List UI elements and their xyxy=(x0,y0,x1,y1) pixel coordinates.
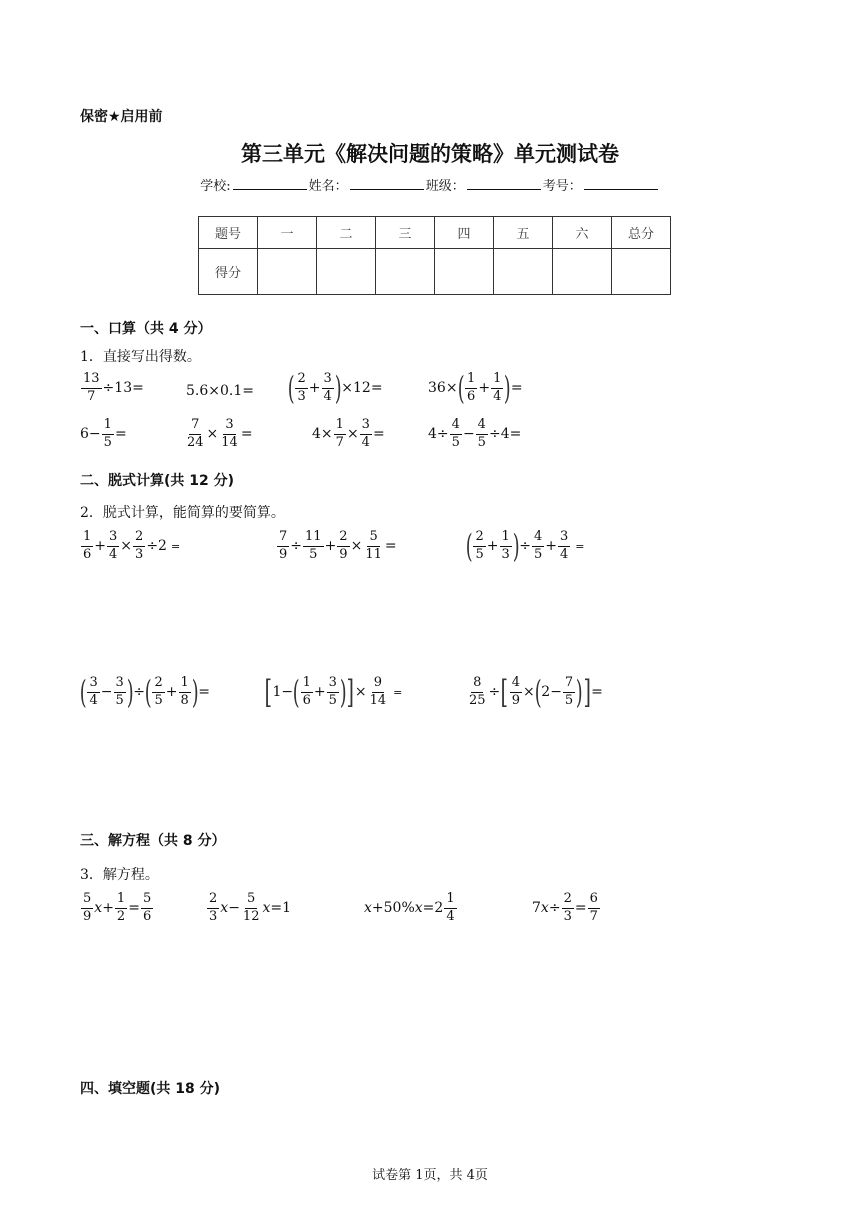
math-symbol: 36 xyxy=(428,380,446,397)
math-symbol: = xyxy=(132,380,144,397)
denominator: 7 xyxy=(87,388,96,404)
numerator: 2 xyxy=(133,530,145,547)
math-symbol: + xyxy=(486,538,499,555)
numerator: 1 xyxy=(465,372,477,389)
math-symbol: = xyxy=(114,426,127,443)
fraction xyxy=(360,418,372,451)
math-symbol: = xyxy=(270,900,283,917)
denominator: 5 xyxy=(154,692,163,708)
math-symbol: x xyxy=(364,900,372,917)
numerator: 11 xyxy=(303,530,324,547)
math-symbol: 1 xyxy=(272,684,282,701)
math-symbol: × xyxy=(445,380,458,397)
fraction xyxy=(510,676,522,709)
score-header-cell: 四 xyxy=(435,217,494,249)
math-symbol: − xyxy=(550,684,562,701)
fraction xyxy=(133,530,145,563)
numerator: 6 xyxy=(588,892,600,909)
numerator: 4 xyxy=(476,418,488,435)
expr-2-5 xyxy=(264,673,403,712)
expr-1-4 xyxy=(428,369,523,408)
math-symbol: ÷ xyxy=(519,538,531,555)
numerator: 2 xyxy=(207,892,219,909)
math-symbol: = xyxy=(575,539,585,553)
math-symbol: 4 xyxy=(312,426,321,443)
math-symbol: 1 xyxy=(282,900,292,917)
math-symbol: + xyxy=(478,380,491,397)
numerator: 3 xyxy=(114,676,126,693)
expr-2-3 xyxy=(465,527,585,566)
denominator: 14 xyxy=(369,692,387,708)
math-symbol: − xyxy=(281,684,294,701)
math-symbol: + xyxy=(313,684,326,701)
denominator: 7 xyxy=(589,908,598,924)
math-symbol: = xyxy=(372,426,385,443)
numerator: 2 xyxy=(337,530,349,547)
score-header-cell: 题号 xyxy=(199,217,258,249)
parenthesis: ( xyxy=(465,527,473,566)
fraction xyxy=(500,530,512,563)
denominator: 5 xyxy=(451,434,460,450)
fraction xyxy=(588,892,600,925)
equation-3-1 xyxy=(80,892,154,925)
math-symbol: − xyxy=(88,426,101,443)
fraction xyxy=(241,892,262,925)
denominator: 6 xyxy=(467,388,476,404)
fraction xyxy=(467,676,488,709)
denominator: 3 xyxy=(563,908,572,924)
math-symbol: = xyxy=(128,900,140,917)
denominator: 9 xyxy=(511,692,521,708)
score-row-label: 得分 xyxy=(199,249,258,295)
math-symbol: = xyxy=(242,383,254,399)
expr-2-6 xyxy=(466,673,603,712)
math-symbol: × xyxy=(523,684,535,701)
numerator: 8 xyxy=(471,676,483,693)
math-symbol: x xyxy=(94,900,103,917)
school-blank xyxy=(233,177,307,190)
score-cell[interactable] xyxy=(494,249,553,295)
math-symbol: = xyxy=(393,685,403,699)
math-symbol: 50% xyxy=(383,900,415,917)
fraction xyxy=(115,892,127,925)
parenthesis: ( xyxy=(287,369,295,408)
numerator: 1 xyxy=(500,530,512,547)
numerator: 3 xyxy=(322,372,334,389)
numerator: 7 xyxy=(563,676,575,693)
denominator: 4 xyxy=(361,434,370,450)
math-symbol: 7 xyxy=(532,900,541,917)
denominator: 14 xyxy=(221,434,238,450)
numerator: 7 xyxy=(189,418,201,435)
denominator: 5 xyxy=(103,434,112,450)
numerator: 5 xyxy=(245,892,257,909)
expr-1-2 xyxy=(186,384,254,398)
math-symbol: = xyxy=(384,538,397,555)
bracket: [ xyxy=(500,673,509,712)
denominator: 25 xyxy=(469,692,486,708)
math-symbol: x xyxy=(540,900,549,917)
math-symbol: ÷ xyxy=(146,538,159,555)
math-symbol: − xyxy=(100,684,113,701)
math-symbol: = xyxy=(422,900,435,917)
expr-1-7 xyxy=(312,418,385,451)
fraction xyxy=(322,372,334,405)
fraction xyxy=(444,892,456,925)
denominator: 4 xyxy=(323,388,332,404)
fraction xyxy=(114,676,126,709)
math-symbol: × xyxy=(346,426,359,443)
fraction xyxy=(295,372,307,405)
numerator: 1 xyxy=(334,418,346,435)
score-cell[interactable] xyxy=(376,249,435,295)
math-symbol: + xyxy=(165,684,178,701)
numerator: 3 xyxy=(558,530,570,547)
fraction xyxy=(81,892,93,925)
expr-1-5 xyxy=(80,418,127,451)
math-symbol: = xyxy=(574,900,587,917)
numerator: 3 xyxy=(107,530,119,547)
numerator: 4 xyxy=(510,676,522,693)
math-symbol: + xyxy=(371,900,384,917)
score-header-cell: 总分 xyxy=(612,217,671,249)
school-label: 学校: xyxy=(200,179,231,194)
section-4-heading: 四、填空题(共 18 分) xyxy=(80,1081,221,1097)
bracket: [ xyxy=(264,673,272,712)
expr-1-6 xyxy=(184,418,253,451)
question-2-prompt: 2．脱式计算，能简算的要简算。 xyxy=(80,505,285,521)
denominator: 5 xyxy=(564,692,574,708)
fraction xyxy=(141,892,153,925)
denominator: 5 xyxy=(477,434,486,450)
math-symbol: − xyxy=(462,426,475,443)
numerator: 7 xyxy=(277,530,289,547)
fraction xyxy=(219,418,240,451)
math-symbol: 2 xyxy=(541,684,551,701)
numerator: 1 xyxy=(179,676,191,693)
fraction xyxy=(465,372,477,405)
fraction xyxy=(363,530,384,563)
denominator: 5 xyxy=(309,546,318,562)
math-symbol: ÷ xyxy=(488,684,501,701)
denominator: 5 xyxy=(328,692,337,708)
math-symbol: ÷ xyxy=(102,380,115,397)
page-footer: 试卷第 1页，共 4页 xyxy=(372,1168,488,1183)
expr-1-3 xyxy=(287,369,383,408)
numerator: 3 xyxy=(327,676,339,693)
math-symbol: 2 xyxy=(158,538,167,555)
numerator: 1 xyxy=(115,892,127,909)
bracket: ] xyxy=(583,673,591,712)
class-blank xyxy=(467,177,541,190)
denominator: 8 xyxy=(180,692,189,708)
numerator: 2 xyxy=(562,892,574,909)
math-symbol: × xyxy=(341,380,353,397)
math-symbol: 13 xyxy=(114,380,133,397)
score-header-cell: 六 xyxy=(553,217,612,249)
math-symbol: 4 xyxy=(500,426,510,443)
score-table-score-row xyxy=(199,249,671,295)
math-symbol: + xyxy=(94,538,107,555)
math-symbol: + xyxy=(324,538,337,555)
denominator: 4 xyxy=(560,546,569,562)
denominator: 7 xyxy=(335,434,344,450)
parenthesis: ) xyxy=(191,673,199,712)
fraction xyxy=(179,676,191,709)
fraction xyxy=(558,530,570,563)
denominator: 6 xyxy=(302,692,311,708)
math-symbol: × xyxy=(208,383,220,399)
parenthesis: ) xyxy=(504,369,512,408)
math-symbol: × xyxy=(206,426,219,443)
math-symbol: + xyxy=(545,538,558,555)
math-symbol: × xyxy=(350,538,363,555)
section-2-heading: 二、脱式计算(共 12 分) xyxy=(80,473,235,489)
fraction xyxy=(368,676,389,709)
math-symbol: × xyxy=(320,426,333,443)
fraction xyxy=(81,372,102,405)
numerator: 2 xyxy=(295,372,307,389)
denominator: 2 xyxy=(116,908,126,924)
question-1-prompt: 1．直接写出得数。 xyxy=(80,349,201,365)
fraction xyxy=(185,418,206,451)
math-symbol: 4 xyxy=(428,426,437,443)
parenthesis: ) xyxy=(512,527,520,566)
score-header-cell: 二 xyxy=(317,217,376,249)
parenthesis: ( xyxy=(144,673,152,712)
math-symbol: × xyxy=(354,684,367,701)
math-symbol: x xyxy=(262,900,271,917)
exam-no-label: 考号： xyxy=(542,179,582,194)
denominator: 4 xyxy=(493,388,502,404)
score-table xyxy=(198,216,671,295)
denominator: 9 xyxy=(279,546,288,562)
denominator: 11 xyxy=(365,546,382,562)
math-symbol: × xyxy=(120,538,133,555)
math-symbol: ÷ xyxy=(290,538,303,555)
question-3-prompt: 3．解方程。 xyxy=(80,867,159,883)
expr-1-8 xyxy=(428,418,521,451)
numerator: 3 xyxy=(360,418,372,435)
fraction xyxy=(301,676,313,709)
bracket: ] xyxy=(346,673,355,712)
fraction xyxy=(491,372,503,405)
math-symbol: ÷ xyxy=(436,426,449,443)
equation-3-4 xyxy=(532,892,601,925)
numerator: 3 xyxy=(223,418,235,435)
parenthesis: ( xyxy=(457,369,465,408)
fraction xyxy=(303,530,324,563)
numerator: 1 xyxy=(102,418,114,435)
numerator: 5 xyxy=(141,892,153,909)
equation-3-3 xyxy=(364,892,458,925)
expr-2-2 xyxy=(276,530,397,563)
denominator: 3 xyxy=(297,388,306,404)
denominator: 5 xyxy=(534,546,543,562)
math-symbol: = xyxy=(240,426,253,443)
parenthesis: ) xyxy=(339,673,347,712)
denominator: 3 xyxy=(209,908,218,924)
numerator: 5 xyxy=(81,892,93,909)
numerator: 4 xyxy=(532,530,544,547)
fraction xyxy=(152,676,164,709)
parenthesis: ) xyxy=(126,673,134,712)
fraction xyxy=(563,676,575,709)
numerator: 1 xyxy=(444,892,456,909)
math-symbol: 2 xyxy=(434,900,444,917)
numerator: 1 xyxy=(301,676,313,693)
score-header-cell: 三 xyxy=(376,217,435,249)
student-info-line xyxy=(0,175,860,194)
parenthesis: ( xyxy=(534,673,542,712)
math-symbol: x xyxy=(220,900,229,917)
math-symbol: 0.1 xyxy=(220,383,243,399)
denominator: 12 xyxy=(242,908,260,924)
math-symbol: = xyxy=(510,380,523,397)
math-symbol: = xyxy=(509,426,522,443)
fraction xyxy=(107,530,119,563)
fraction xyxy=(476,418,488,451)
denominator: 3 xyxy=(501,546,510,562)
denominator: 6 xyxy=(83,546,92,562)
fraction xyxy=(87,676,99,709)
math-symbol: + xyxy=(102,900,114,917)
score-header-cell: 五 xyxy=(494,217,553,249)
parenthesis: ) xyxy=(334,369,342,408)
fraction xyxy=(207,892,219,925)
numerator: 2 xyxy=(152,676,164,693)
expr-2-1 xyxy=(80,530,180,563)
score-cell[interactable] xyxy=(553,249,612,295)
exam-no-blank xyxy=(584,177,658,190)
math-symbol: = xyxy=(370,380,383,397)
math-symbol: 5.6 xyxy=(186,383,209,399)
numerator: 1 xyxy=(491,372,503,389)
numerator: 13 xyxy=(81,372,102,389)
score-cell[interactable] xyxy=(612,249,671,295)
denominator: 24 xyxy=(187,434,204,450)
score-table-header-row xyxy=(199,217,671,249)
math-symbol: = xyxy=(170,539,181,553)
denominator: 3 xyxy=(135,546,144,562)
fraction xyxy=(81,530,93,563)
math-symbol: 6 xyxy=(80,426,89,443)
math-symbol: = xyxy=(198,684,210,701)
numerator: 3 xyxy=(87,676,99,693)
parenthesis: ( xyxy=(79,673,87,712)
confidential-label: 保密★启用前 xyxy=(80,109,163,125)
fraction xyxy=(337,530,349,563)
fraction xyxy=(327,676,339,709)
parenthesis: ( xyxy=(292,673,300,712)
denominator: 4 xyxy=(109,546,118,562)
math-symbol: + xyxy=(308,380,321,397)
denominator: 4 xyxy=(446,908,455,924)
parenthesis: ) xyxy=(576,673,583,712)
numerator: 9 xyxy=(372,676,384,693)
numerator: 2 xyxy=(473,530,485,547)
equation-3-2 xyxy=(206,892,291,925)
math-symbol: − xyxy=(228,900,240,917)
page-title: 第三单元《解决问题的策略》单元测试卷 xyxy=(241,142,619,166)
score-cell[interactable] xyxy=(317,249,376,295)
numerator: 4 xyxy=(450,418,462,435)
math-symbol: x xyxy=(414,900,423,917)
denominator: 5 xyxy=(475,546,484,562)
denominator: 9 xyxy=(339,546,348,562)
score-header-cell: 一 xyxy=(258,217,317,249)
numerator: 5 xyxy=(367,530,379,547)
section-1-heading: 一、口算（共 4 分） xyxy=(80,321,212,337)
name-blank xyxy=(350,177,424,190)
name-label: 姓名： xyxy=(308,179,348,194)
section-3-heading: 三、解方程（共 8 分） xyxy=(80,833,226,849)
fraction xyxy=(450,418,462,451)
math-symbol: 12 xyxy=(353,380,371,397)
fraction xyxy=(102,418,114,451)
fraction xyxy=(562,892,574,925)
denominator: 6 xyxy=(142,908,152,924)
denominator: 9 xyxy=(83,908,92,924)
score-cell[interactable] xyxy=(435,249,494,295)
score-cell[interactable] xyxy=(258,249,317,295)
math-symbol: ÷ xyxy=(548,900,561,917)
fraction xyxy=(277,530,289,563)
class-label: 班级： xyxy=(425,179,465,194)
expr-1-1 xyxy=(80,372,144,405)
math-symbol: ÷ xyxy=(488,426,501,443)
fraction xyxy=(532,530,544,563)
numerator: 1 xyxy=(81,530,93,547)
denominator: 4 xyxy=(89,692,98,708)
expr-2-4 xyxy=(79,673,210,712)
math-symbol: = xyxy=(591,684,603,701)
fraction xyxy=(473,530,485,563)
math-symbol: ÷ xyxy=(133,684,145,701)
fraction xyxy=(334,418,346,451)
denominator: 5 xyxy=(115,692,124,708)
